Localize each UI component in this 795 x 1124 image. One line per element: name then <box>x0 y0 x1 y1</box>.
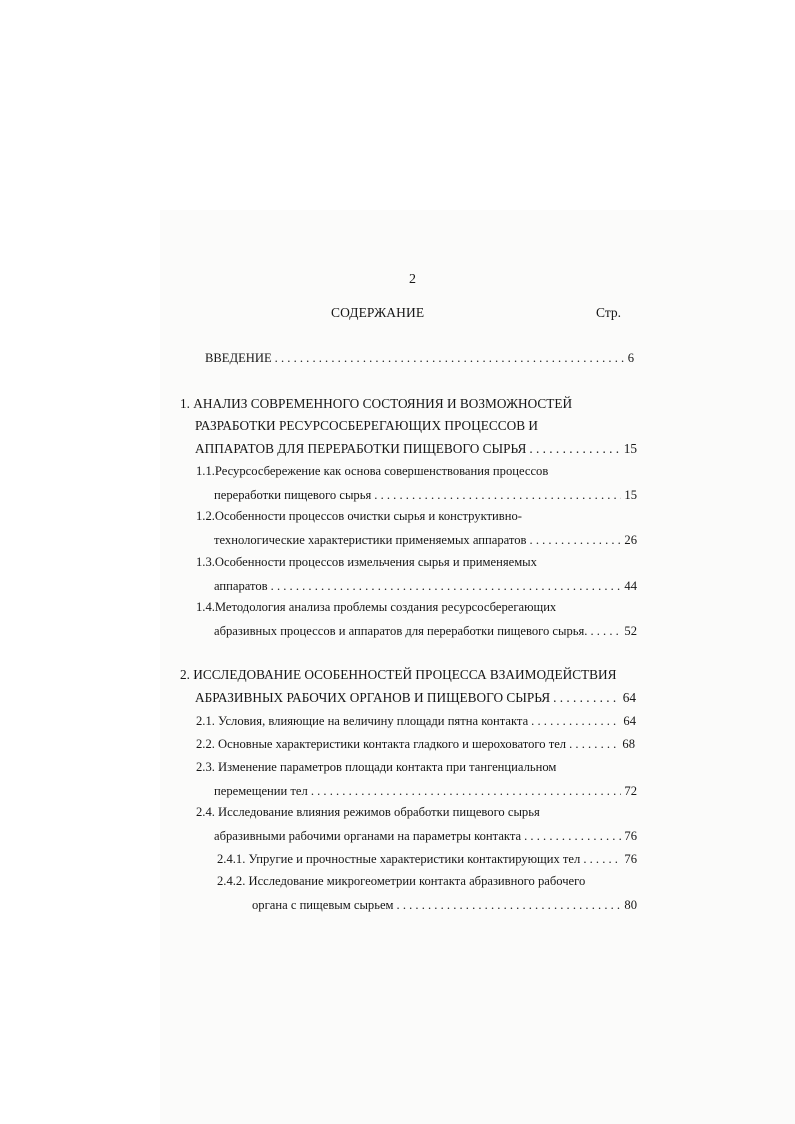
toc-entry-intro[interactable] <box>205 349 634 367</box>
toc-section-1-2-line-2[interactable] <box>214 531 637 549</box>
toc-entry-label: органа с пищевым сырьем <box>252 898 394 912</box>
toc-section-2-1[interactable] <box>196 712 636 730</box>
toc-section-1-3-line-1[interactable]: 1.3.Особенности процессов измельчения сырья и применяемых <box>196 555 537 569</box>
toc-section-1-2-line-1[interactable]: 1.2.Особенности процессов очистки сырья и конструктивно- <box>196 509 522 523</box>
toc-section-2-3-line-1[interactable]: 2.3. Изменение параметров площади контакта при тангенциальном <box>196 760 557 774</box>
toc-section-1-3-line-2[interactable] <box>214 577 637 595</box>
leader-dots <box>529 440 620 458</box>
toc-page-number: 64 <box>622 690 636 705</box>
toc-section-2-2[interactable] <box>196 735 635 753</box>
page-title: СОДЕРЖАНИЕ <box>331 305 425 320</box>
toc-section-2-4-1[interactable] <box>217 850 637 868</box>
toc-entry-label: 2.1. Условия, влияющие на величину площади пятна контакта <box>196 714 529 728</box>
toc-section-2-4-line-1[interactable]: 2.4. Исследование влияния режимов обработки пищевого сырья <box>196 805 540 819</box>
toc-entry-label: абразивными рабочими органами на параметры контакта <box>214 829 522 843</box>
toc-section-2-4-2-line-2[interactable] <box>252 896 637 914</box>
toc-entry-label: аппаратов <box>214 579 268 593</box>
toc-page-number: 76 <box>624 852 637 866</box>
toc-page-number: 6 <box>627 351 634 365</box>
page-column-label: Стр. <box>596 305 622 320</box>
toc-page-number: 64 <box>623 714 636 728</box>
toc-page-number: 72 <box>624 784 637 798</box>
toc-section-1-1-line-2[interactable] <box>214 486 637 504</box>
toc-chapter-1-line-1[interactable]: 1. АНАЛИЗ СОВРЕМЕННОГО СОСТОЯНИЯ И ВОЗМОЖНОСТЕЙ <box>180 396 573 411</box>
toc-page-number: 76 <box>624 829 637 843</box>
toc-page-number: 44 <box>624 579 637 593</box>
toc-chapter-2-line-1[interactable]: 2. ИССЛЕДОВАНИЕ ОСОБЕННОСТЕЙ ПРОЦЕССА ВЗАИМОДЕЙСТВИЯ <box>180 667 617 682</box>
toc-entry-label: 2.4.1. Упругие и прочностные характеристики контактирующих тел <box>217 852 581 866</box>
toc-section-2-4-line-2[interactable] <box>214 827 637 845</box>
toc-entry-label: ВВЕДЕНИЕ <box>205 351 272 365</box>
leader-dots <box>531 712 620 730</box>
toc-entry-label: АППАРАТОВ ДЛЯ ПЕРЕРАБОТКИ ПИЩЕВОГО СЫРЬЯ <box>195 441 527 456</box>
toc-chapter-1-line-3[interactable] <box>195 440 637 458</box>
toc-section-1-4-line-1[interactable]: 1.4.Методология анализа проблемы создания ресурсосберегающих <box>196 600 557 614</box>
leader-dots <box>590 622 621 640</box>
leader-dots <box>583 850 621 868</box>
toc-page-number: 52 <box>624 624 637 638</box>
leader-dots <box>374 486 621 504</box>
toc-section-2-3-line-2[interactable] <box>214 782 637 800</box>
leader-dots <box>524 827 621 845</box>
toc-page-number: 15 <box>624 488 637 502</box>
toc-section-2-4-2-line-1[interactable]: 2.4.2. Исследование микрогеометрии контакта абразивного рабочего <box>217 874 586 888</box>
leader-dots <box>397 896 622 914</box>
toc-entry-label: технологические характеристики применяемых аппаратов <box>214 533 527 547</box>
toc-entry-label: 2.2. Основные характеристики контакта гладкого и шероховатого тел <box>196 737 567 751</box>
toc-page-number: 68 <box>622 737 635 751</box>
leader-dots <box>311 782 622 800</box>
leader-dots <box>553 689 620 707</box>
toc-page-number: 15 <box>623 441 637 456</box>
toc-chapter-1-line-2[interactable]: РАЗРАБОТКИ РЕСУРСОСБЕРЕГАЮЩИХ ПРОЦЕССОВ И <box>195 418 539 433</box>
leader-dots <box>271 577 622 595</box>
leader-dots <box>530 531 622 549</box>
leader-dots <box>275 349 625 367</box>
toc-entry-label: перемещении тел <box>214 784 308 798</box>
toc-chapter-2-line-2[interactable] <box>195 689 636 707</box>
toc-page-number: 80 <box>624 898 637 912</box>
leader-dots <box>569 735 619 753</box>
toc-section-1-4-line-2[interactable] <box>214 622 637 640</box>
page-number: 2 <box>409 272 416 287</box>
toc-page-number: 26 <box>624 533 637 547</box>
toc-section-1-1-line-1[interactable]: 1.1.Ресурсосбережение как основа совершенствования процессов <box>196 464 549 478</box>
toc-entry-label: АБРАЗИВНЫХ РАБОЧИХ ОРГАНОВ И ПИЩЕВОГО СЫРЬЯ <box>195 690 551 705</box>
toc-entry-label: переработки пищевого сырья <box>214 488 372 502</box>
toc-entry-label: абразивных процессов и аппаратов для переработки пищевого сырья. <box>214 624 588 638</box>
